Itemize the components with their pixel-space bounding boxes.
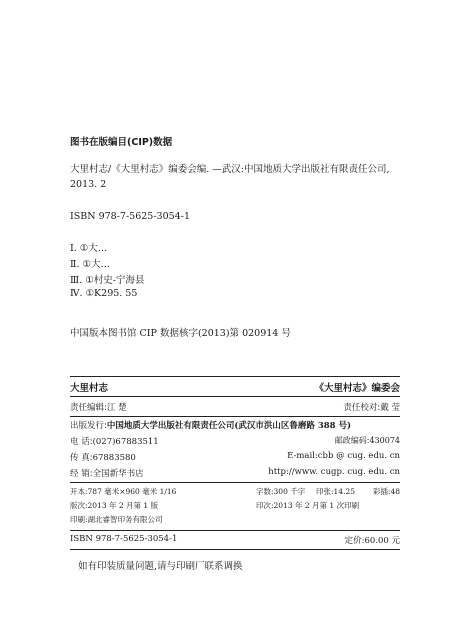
rule: [70, 530, 400, 531]
word-count: 字数:300 千字: [256, 487, 306, 496]
email: E-mail:cbb @ cug. edu. cn: [287, 451, 400, 461]
printer: 印刷:湖北睿智印务有限公司: [70, 515, 163, 524]
publisher-name: 中国地质大学出版社有限责任公司(武汉市洪山区鲁磨路 388 号): [106, 421, 352, 431]
cip-entry-line2: 2013. 2: [70, 179, 107, 190]
rule: [70, 396, 400, 397]
printing: 印次:2013 年 2 月第 1 次印刷: [256, 501, 360, 510]
proof-row: [343, 401, 400, 413]
cip-index-2: Ⅱ. ①大…: [70, 259, 111, 270]
proof-name: 戴 莹: [380, 403, 400, 413]
publisher-label: 出版发行:: [70, 421, 107, 431]
rule: [70, 482, 400, 483]
distributor-label: 经 销:: [70, 469, 93, 479]
rule: [70, 416, 400, 417]
book-author: 《大里村志》编委会: [314, 383, 400, 394]
fax-row: [70, 451, 136, 463]
edition: 版次:2013 年 2 月第 1 版: [70, 501, 159, 510]
fax-value: 67883580: [92, 453, 136, 463]
proof-label: 责任校对:: [343, 403, 381, 413]
postcode-label: 邮政编码:: [334, 436, 370, 445]
sheets: 印张:14.25: [316, 487, 355, 496]
price: 定价:60.00 元: [344, 536, 400, 546]
cip-record-number: 中国版本图书馆 CIP 数据核字(2013)第 020914 号: [70, 328, 291, 339]
cip-entry-line1: 大里村志/《大里村志》编委会编. —武汉:中国地质大学出版社有限责任公司,: [70, 164, 390, 175]
cip-heading: 图书在版编目(CIP)数据: [70, 137, 173, 148]
publisher-row: [70, 419, 351, 431]
editor-row: [70, 401, 127, 413]
bottom-rule: [70, 549, 400, 550]
top-rule: [70, 376, 400, 377]
color-pages: 彩插:48: [372, 487, 400, 496]
tel-label: 电 话:: [70, 437, 93, 447]
distributor-value: 全国新华书店: [92, 469, 144, 479]
postcode-value: 430074: [369, 436, 400, 445]
format: 开本:787 毫米×960 毫米 1/16: [70, 487, 177, 496]
tel-row: [70, 435, 159, 447]
distributor-row: [70, 467, 144, 479]
cip-index-3: Ⅲ. ①村史-宁海县: [70, 275, 145, 286]
website: http://www. cugp. cug. edu. cn: [268, 467, 400, 477]
book-title: 大里村志: [70, 383, 109, 394]
cip-index-1: Ⅰ. ①大…: [70, 243, 108, 254]
fax-label: 传 真:: [70, 453, 93, 463]
editor-label: 责任编辑:: [70, 403, 107, 413]
quality-notice: 如有印装质量问题,请与印刷厂联系调换: [78, 561, 243, 572]
colophon-isbn: ISBN 978-7-5625-3054-1: [70, 534, 178, 544]
postcode-row: [335, 435, 400, 446]
tel-value: (027)67883511: [92, 437, 159, 447]
cip-isbn: ISBN 978-7-5625-3054-1: [70, 211, 190, 222]
editor-name: 江 楚: [106, 403, 127, 413]
cip-index-4: Ⅳ. ①K295. 55: [70, 288, 138, 299]
